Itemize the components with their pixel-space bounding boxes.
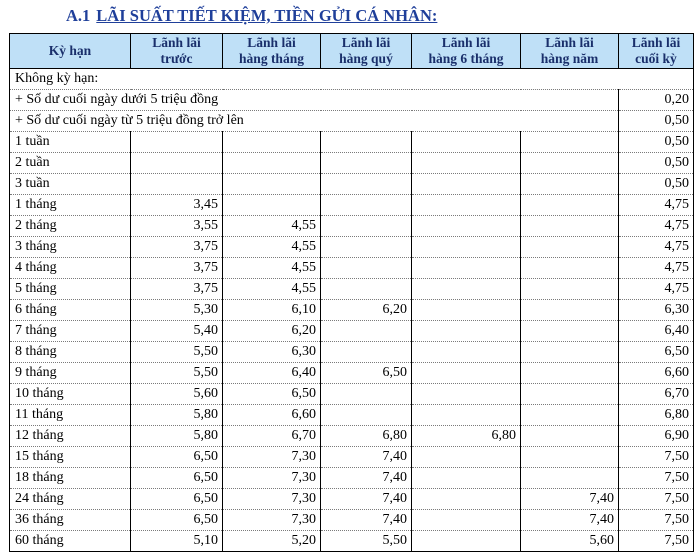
interest-rate-table bbox=[9, 33, 694, 552]
rate-cell-monthly: 6,70 bbox=[223, 426, 321, 447]
rate-cell-quarterly bbox=[321, 216, 412, 237]
no-term-label: Không kỳ hạn: bbox=[10, 69, 694, 90]
no-term-balance-label: + Số dư cuối ngày từ 5 triệu đồng trở lên bbox=[10, 111, 619, 132]
rate-cell-semiannual bbox=[412, 279, 521, 300]
column-header-line2: hàng 6 tháng bbox=[428, 51, 504, 66]
rate-cell-upfront: 3,75 bbox=[131, 237, 223, 258]
rate-cell-final: 7,50 bbox=[619, 489, 694, 510]
rate-cell-upfront: 6,50 bbox=[131, 489, 223, 510]
rate-cell-semiannual bbox=[412, 468, 521, 489]
term-cell: 36 tháng bbox=[10, 510, 131, 531]
rate-cell-final: 6,70 bbox=[619, 384, 694, 405]
table-row bbox=[10, 195, 694, 216]
table-row bbox=[10, 426, 694, 447]
rate-cell-semiannual bbox=[412, 258, 521, 279]
column-header-term bbox=[10, 34, 131, 69]
rate-cell-semiannual bbox=[412, 174, 521, 195]
rate-cell-final: 4,75 bbox=[619, 195, 694, 216]
rate-cell-annual bbox=[521, 384, 619, 405]
rate-cell-upfront: 5,50 bbox=[131, 342, 223, 363]
rate-cell-quarterly: 6,50 bbox=[321, 363, 412, 384]
page-title bbox=[66, 6, 437, 30]
rate-cell-quarterly: 7,40 bbox=[321, 468, 412, 489]
rate-cell-upfront bbox=[131, 153, 223, 174]
table-row bbox=[10, 279, 694, 300]
rate-cell-upfront bbox=[131, 132, 223, 153]
rate-cell-semiannual bbox=[412, 300, 521, 321]
rate-cell-quarterly bbox=[321, 279, 412, 300]
rate-cell-annual bbox=[521, 132, 619, 153]
rate-cell-upfront: 6,50 bbox=[131, 510, 223, 531]
table-row bbox=[10, 258, 694, 279]
rate-cell-final: 6,40 bbox=[619, 321, 694, 342]
rate-cell-final: 0,50 bbox=[619, 153, 694, 174]
rate-cell-annual bbox=[521, 174, 619, 195]
column-header-line1: Lãnh lãi bbox=[631, 35, 681, 50]
rate-cell-semiannual bbox=[412, 153, 521, 174]
term-cell: 60 tháng bbox=[10, 531, 131, 552]
rate-cell-annual bbox=[521, 468, 619, 489]
column-header-6 bbox=[619, 34, 694, 69]
rate-cell-semiannual bbox=[412, 321, 521, 342]
rate-cell-final: 6,80 bbox=[619, 405, 694, 426]
rate-cell-annual bbox=[521, 237, 619, 258]
table-row bbox=[10, 405, 694, 426]
rate-cell-final: 6,60 bbox=[619, 363, 694, 384]
rate-cell-quarterly: 6,80 bbox=[321, 426, 412, 447]
rate-cell-final: 0,20 bbox=[619, 90, 694, 111]
rate-cell-final: 0,50 bbox=[619, 132, 694, 153]
term-cell: 2 tháng bbox=[10, 216, 131, 237]
rate-cell-monthly: 4,55 bbox=[223, 237, 321, 258]
table-row bbox=[10, 132, 694, 153]
table-row bbox=[10, 531, 694, 552]
rate-cell-final: 4,75 bbox=[619, 237, 694, 258]
rate-cell-final: 6,90 bbox=[619, 426, 694, 447]
term-cell: 5 tháng bbox=[10, 279, 131, 300]
rate-cell-upfront: 6,50 bbox=[131, 468, 223, 489]
rate-cell-monthly bbox=[223, 195, 321, 216]
rate-cell-annual bbox=[521, 216, 619, 237]
table-row bbox=[10, 342, 694, 363]
rate-cell-upfront: 5,50 bbox=[131, 363, 223, 384]
rate-cell-monthly: 4,55 bbox=[223, 279, 321, 300]
table-row bbox=[10, 363, 694, 384]
term-cell: 6 tháng bbox=[10, 300, 131, 321]
table-row bbox=[10, 384, 694, 405]
column-header-line1: Kỳ hạn bbox=[48, 43, 92, 58]
rate-cell-final: 7,50 bbox=[619, 510, 694, 531]
rate-cell-upfront: 3,55 bbox=[131, 216, 223, 237]
rate-cell-annual: 7,40 bbox=[521, 510, 619, 531]
rate-cell-quarterly bbox=[321, 405, 412, 426]
term-cell: 10 tháng bbox=[10, 384, 131, 405]
term-cell: 12 tháng bbox=[10, 426, 131, 447]
table-row bbox=[10, 489, 694, 510]
rate-cell-annual bbox=[521, 447, 619, 468]
table-row bbox=[10, 90, 694, 111]
term-cell: 3 tuần bbox=[10, 174, 131, 195]
column-header-line2: hàng tháng bbox=[239, 51, 304, 66]
term-cell: 24 tháng bbox=[10, 489, 131, 510]
rate-cell-annual bbox=[521, 300, 619, 321]
rate-cell-annual bbox=[521, 153, 619, 174]
rate-cell-semiannual bbox=[412, 510, 521, 531]
rate-cell-monthly: 6,60 bbox=[223, 405, 321, 426]
table-row bbox=[10, 321, 694, 342]
rate-cell-quarterly bbox=[321, 258, 412, 279]
column-header-2 bbox=[223, 34, 321, 69]
rate-cell-final: 4,75 bbox=[619, 216, 694, 237]
term-cell: 4 tháng bbox=[10, 258, 131, 279]
table-row bbox=[10, 300, 694, 321]
rate-cell-monthly: 7,30 bbox=[223, 447, 321, 468]
rate-cell-semiannual bbox=[412, 489, 521, 510]
rate-cell-annual bbox=[521, 321, 619, 342]
rate-cell-upfront: 5,10 bbox=[131, 531, 223, 552]
rate-cell-upfront: 6,50 bbox=[131, 447, 223, 468]
table-row bbox=[10, 510, 694, 531]
column-header-line2: trước bbox=[160, 51, 193, 66]
rate-cell-monthly: 6,30 bbox=[223, 342, 321, 363]
rate-cell-upfront: 5,30 bbox=[131, 300, 223, 321]
rate-cell-monthly: 6,40 bbox=[223, 363, 321, 384]
rate-cell-quarterly: 7,40 bbox=[321, 489, 412, 510]
rate-cell-monthly: 6,20 bbox=[223, 321, 321, 342]
rate-cell-final: 7,50 bbox=[619, 447, 694, 468]
rate-cell-semiannual bbox=[412, 132, 521, 153]
rate-cell-final: 4,75 bbox=[619, 258, 694, 279]
column-header-4 bbox=[412, 34, 521, 69]
rate-cell-final: 6,30 bbox=[619, 300, 694, 321]
term-cell: 11 tháng bbox=[10, 405, 131, 426]
section-number: A.1 bbox=[66, 6, 91, 25]
rate-cell-monthly: 6,10 bbox=[223, 300, 321, 321]
rate-cell-monthly bbox=[223, 174, 321, 195]
rate-cell-annual: 7,40 bbox=[521, 489, 619, 510]
rate-cell-upfront: 3,75 bbox=[131, 279, 223, 300]
table-body bbox=[10, 69, 694, 552]
rate-cell-final: 7,50 bbox=[619, 531, 694, 552]
rate-cell-monthly: 7,30 bbox=[223, 468, 321, 489]
rate-cell-quarterly: 7,40 bbox=[321, 510, 412, 531]
rate-cell-annual bbox=[521, 195, 619, 216]
table-row bbox=[10, 447, 694, 468]
rate-cell-upfront: 5,80 bbox=[131, 405, 223, 426]
term-cell: 1 tuần bbox=[10, 132, 131, 153]
table-header-row bbox=[10, 34, 694, 69]
rate-cell-annual bbox=[521, 363, 619, 384]
column-header-line2: hàng năm bbox=[540, 51, 599, 66]
column-header-1 bbox=[131, 34, 223, 69]
rate-cell-semiannual bbox=[412, 363, 521, 384]
rate-cell-semiannual bbox=[412, 447, 521, 468]
rate-cell-semiannual bbox=[412, 405, 521, 426]
rate-cell-semiannual bbox=[412, 195, 521, 216]
rate-cell-final: 0,50 bbox=[619, 111, 694, 132]
rate-cell-annual bbox=[521, 405, 619, 426]
rate-cell-monthly bbox=[223, 132, 321, 153]
column-header-line1: Lãnh lãi bbox=[152, 35, 201, 50]
rate-cell-quarterly bbox=[321, 321, 412, 342]
term-cell: 15 tháng bbox=[10, 447, 131, 468]
rate-cell-monthly: 6,50 bbox=[223, 384, 321, 405]
rate-cell-semiannual bbox=[412, 342, 521, 363]
rate-cell-annual bbox=[521, 258, 619, 279]
column-header-line1: Lãnh lãi bbox=[247, 35, 296, 50]
rate-cell-monthly: 7,30 bbox=[223, 489, 321, 510]
rate-cell-quarterly: 5,50 bbox=[321, 531, 412, 552]
rate-cell-semiannual bbox=[412, 384, 521, 405]
rate-cell-upfront: 5,40 bbox=[131, 321, 223, 342]
rate-cell-final: 4,75 bbox=[619, 279, 694, 300]
table-row bbox=[10, 69, 694, 90]
rate-cell-quarterly bbox=[321, 384, 412, 405]
rate-cell-semiannual bbox=[412, 237, 521, 258]
table-row bbox=[10, 111, 694, 132]
table-row bbox=[10, 153, 694, 174]
term-cell: 7 tháng bbox=[10, 321, 131, 342]
rate-cell-quarterly bbox=[321, 342, 412, 363]
rate-cell-upfront bbox=[131, 174, 223, 195]
column-header-line1: Lãnh lãi bbox=[545, 35, 594, 50]
rate-cell-final: 6,50 bbox=[619, 342, 694, 363]
table-row bbox=[10, 237, 694, 258]
table-row bbox=[10, 174, 694, 195]
rate-cell-annual: 5,60 bbox=[521, 531, 619, 552]
table-row bbox=[10, 216, 694, 237]
rate-cell-quarterly: 6,20 bbox=[321, 300, 412, 321]
section-heading: LÃI SUẤT TIẾT KIỆM, TIỀN GỬI CÁ NHÂN: bbox=[96, 6, 438, 25]
rate-cell-monthly: 4,55 bbox=[223, 216, 321, 237]
rate-cell-quarterly bbox=[321, 174, 412, 195]
rate-cell-quarterly bbox=[321, 153, 412, 174]
rate-cell-upfront: 5,80 bbox=[131, 426, 223, 447]
column-header-line1: Lãnh lãi bbox=[341, 35, 391, 50]
rate-cell-semiannual bbox=[412, 216, 521, 237]
no-term-balance-label: + Số dư cuối ngày dưới 5 triệu đồng bbox=[10, 90, 619, 111]
rate-cell-upfront: 3,45 bbox=[131, 195, 223, 216]
column-header-line1: Lãnh lãi bbox=[441, 35, 491, 50]
rate-cell-quarterly bbox=[321, 237, 412, 258]
rate-cell-quarterly bbox=[321, 132, 412, 153]
rate-cell-monthly: 4,55 bbox=[223, 258, 321, 279]
column-header-line2: hàng quý bbox=[339, 51, 393, 66]
column-header-5 bbox=[521, 34, 619, 69]
rate-cell-annual bbox=[521, 342, 619, 363]
rate-cell-quarterly bbox=[321, 195, 412, 216]
rate-cell-monthly: 5,20 bbox=[223, 531, 321, 552]
rate-cell-upfront: 5,60 bbox=[131, 384, 223, 405]
term-cell: 3 tháng bbox=[10, 237, 131, 258]
rate-cell-monthly: 7,30 bbox=[223, 510, 321, 531]
rate-cell-upfront: 3,75 bbox=[131, 258, 223, 279]
term-cell: 8 tháng bbox=[10, 342, 131, 363]
rate-cell-annual bbox=[521, 426, 619, 447]
term-cell: 18 tháng bbox=[10, 468, 131, 489]
column-header-3 bbox=[321, 34, 412, 69]
column-header-line2: cuối kỳ bbox=[635, 51, 677, 66]
rate-cell-semiannual bbox=[412, 531, 521, 552]
rate-cell-annual bbox=[521, 279, 619, 300]
rate-cell-monthly bbox=[223, 153, 321, 174]
rate-cell-semiannual: 6,80 bbox=[412, 426, 521, 447]
term-cell: 9 tháng bbox=[10, 363, 131, 384]
table-row bbox=[10, 468, 694, 489]
rate-cell-final: 7,50 bbox=[619, 468, 694, 489]
rate-cell-final: 0,50 bbox=[619, 174, 694, 195]
rate-cell-quarterly: 7,40 bbox=[321, 447, 412, 468]
term-cell: 2 tuần bbox=[10, 153, 131, 174]
term-cell: 1 tháng bbox=[10, 195, 131, 216]
